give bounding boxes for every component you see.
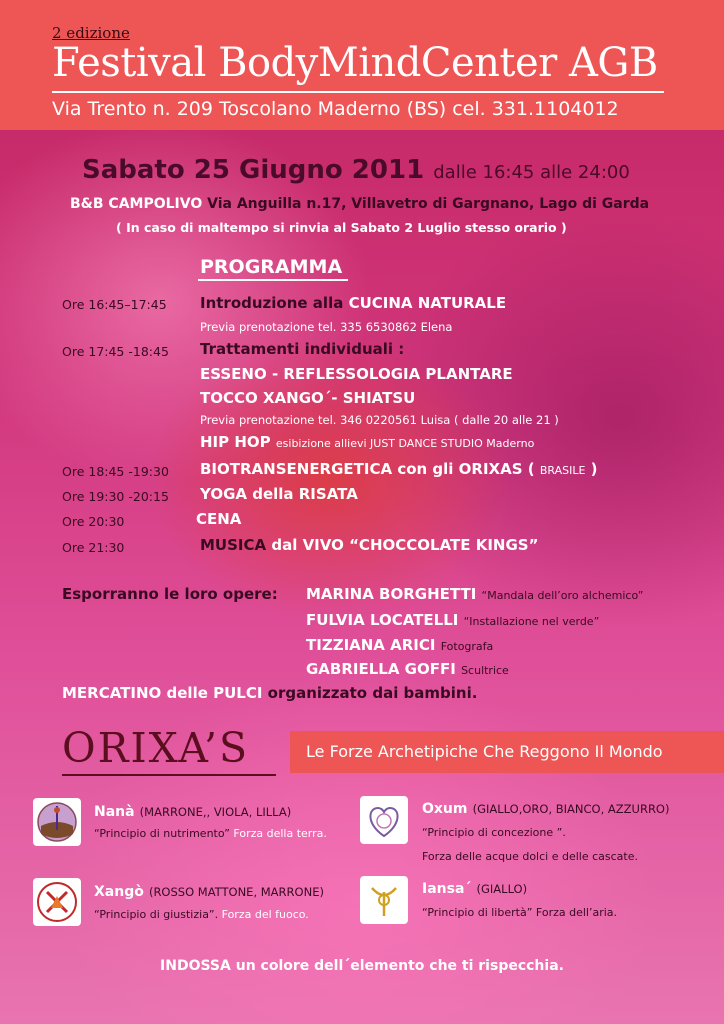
orixa-description: “Principio di nutrimento” Forza della terra. (94, 827, 327, 840)
orixa-card-header: Xangò (ROSSO MATTONE, MARRONE) (94, 884, 324, 900)
footer-message: INDOSSA un colore dell´elemento che ti rispecchia. (160, 958, 564, 974)
programme-event: MUSICA dal VIVO “CHOCCOLATE KINGS” (200, 536, 539, 554)
programme-event: CENA (196, 510, 242, 528)
programme-note: Previa prenotazione tel. 335 6530862 Elena (200, 320, 453, 334)
event-hours: dalle 16:45 alle 24:00 (433, 162, 630, 183)
orixas-underline (62, 774, 276, 776)
weather-note: ( In caso di maltempo si rinvia al Sabato 2 Luglio stesso orario ) (116, 220, 567, 235)
venue-name: B&B CAMPOLIVO (70, 196, 203, 212)
orixa-description: “Principio di concezione ”. (422, 826, 566, 839)
programme-event-line: ESSENO - REFLESSOLOGIA PLANTARE (200, 365, 513, 383)
programme-event: YOGA della RISATA (200, 485, 358, 503)
orixa-card-header: Oxum (GIALLO,ORO, BIANCO, AZZURRO) (422, 801, 670, 817)
programme-event: BIOTRANSENERGETICA con gli ORIXAS ( BRASILE ) (200, 460, 598, 478)
market-line: MERCATINO delle PULCI organizzato dai bambini. (62, 684, 478, 702)
edition-label: 2 edizione (52, 24, 130, 42)
programme-underline (198, 279, 348, 281)
programme-event-line: HIP HOP esibizione allievi JUST DANCE STUDIO Maderno (200, 433, 535, 451)
festival-title: Festival BodyMindCenter AGB (52, 40, 658, 86)
event-venue (70, 196, 649, 212)
programme-time: Ore 21:30 (62, 540, 125, 555)
event-date (82, 155, 630, 185)
programme-time: Ore 20:30 (62, 514, 125, 529)
orixas-logo: ORIXA’S (62, 724, 250, 772)
artist-entry: TIZZIANA ARICI Fotografa (306, 636, 494, 654)
programme-event: Introduzione alla CUCINA NATURALE (200, 294, 507, 312)
orixa-description: “Principio di libertà” Forza dell’aria. (422, 906, 618, 919)
orixas-tagline: Le Forze Archetipiche Che Reggono Il Mondo (290, 731, 724, 773)
orixa-card-header: Iansa´ (GIALLO) (422, 881, 528, 897)
programme-note: Previa prenotazione tel. 346 0220561 Luisa ( dalle 20 alle 21 ) (200, 413, 559, 427)
festival-address: Via Trento n. 209 Toscolano Maderno (BS) cel. 331.1104012 (52, 98, 619, 120)
programme-time: Ore 17:45 -18:45 (62, 344, 169, 359)
nana-icon (33, 798, 81, 846)
exhibitors-label: Esporranno le loro opere: (62, 585, 278, 603)
orixa-description: “Principio di giustizia”. Forza del fuoco. (94, 908, 309, 921)
orixa-card-header: Nanà (MARRONE,, VIOLA, LILLA) (94, 804, 292, 820)
programme-time: Ore 19:30 -20:15 (62, 489, 169, 504)
programme-event: Trattamenti individuali : (200, 340, 405, 358)
programme-heading: PROGRAMMA (200, 256, 343, 278)
oxum-icon (360, 796, 408, 844)
programme-time: Ore 16:45–17:45 (62, 297, 167, 312)
programme-time: Ore 18:45 -19:30 (62, 464, 169, 479)
event-date-text: Sabato 25 Giugno 2011 (82, 155, 425, 185)
iansa-icon (360, 876, 408, 924)
orixa-description: Forza delle acque dolci e delle cascate. (422, 850, 638, 863)
programme-event-line: TOCCO XANGO´- SHIATSU (200, 389, 416, 407)
artist-entry: GABRIELLA GOFFI Scultrice (306, 660, 509, 678)
venue-address: Via Anguilla n.17, Villavetro di Gargnano, Lago di Garda (207, 196, 650, 212)
artist-entry: FULVIA LOCATELLI “Installazione nel verde” (306, 611, 600, 629)
artist-entry: MARINA BORGHETTI “Mandala dell’oro alchemico” (306, 585, 644, 603)
xango-icon (33, 878, 81, 926)
title-underline (52, 91, 664, 93)
